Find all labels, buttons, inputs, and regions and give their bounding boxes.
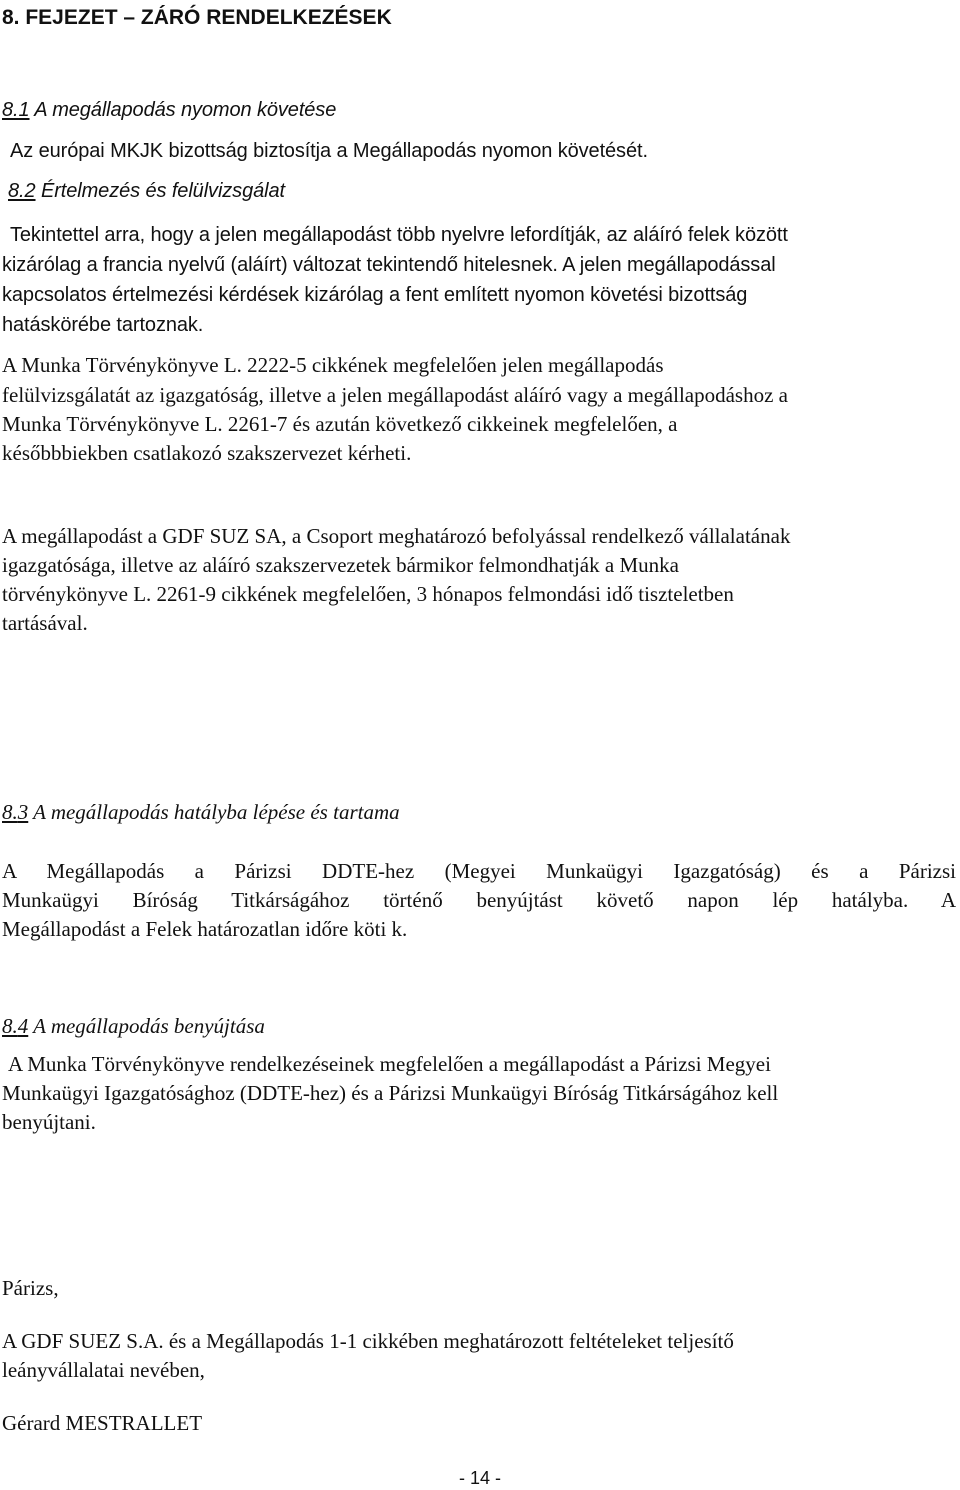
paragraph-line: hatáskörébe tartoznak. [2,314,204,336]
paragraph-line: Tekintettel arra, hogy a jelen megállapodást több nyelvre lefordítják, az aláíró felek között [10,224,788,246]
paragraph-line: felülvizsgálatát az igazgatóság, illetve a jelen megállapodást aláíró vagy a megállapodáshoz a [2,383,788,407]
paragraph-line: kizárólag a francia nyelvű (aláírt) változat tekintendő hitelesnek. A jelen megállapodással [2,254,776,276]
paragraph-line: Munka Törvénykönyve L. 2261-7 és azután következő cikkeinek megfelelően, a [2,412,678,436]
section-8-3-heading [2,800,400,825]
section-8-4-heading [2,1014,265,1039]
paragraph-line: benyújtani. [2,1110,96,1134]
section-title: Értelmezés és felülvizsgálat [40,180,285,202]
paragraph-line: Munkaügyi Igazgatósághoz (DDTE-hez) és a Párizsi Munkaügyi Bíróság Titkárságához kell [2,1081,779,1105]
section-number: 8.2 [8,180,36,202]
page-number: - 14 - [458,1468,501,1488]
section-title: A megállapodás nyomon követése [34,99,337,121]
paragraph-line: tartásával. [2,611,88,635]
paragraph-line: Megállapodást a Felek határozatlan időre köti k. [2,917,408,941]
closing-place: Párizs, [2,1276,59,1300]
paragraph-line: későbbbiekben csatlakozó szakszervezet kérheti. [2,441,412,465]
paragraph-line: törvénykönyve L. 2261-9 cikkének megfelelően, 3 hónapos felmondási idő tiszteletben [2,582,734,606]
section-number: 8.3 [2,800,29,824]
paragraph-line: A Munka Törvénykönyve rendelkezéseinek megfelelően a megállapodást a Párizsi Megyei [8,1052,771,1076]
closing-line: leányvállalatai nevében, [2,1358,205,1382]
signatory-name: Gérard MESTRALLET [2,1411,203,1435]
chapter-title: 8. FEJEZET – ZÁRÓ RENDELKEZÉSEK [2,6,392,29]
section-8-2-heading [8,180,285,203]
paragraph-line: kapcsolatos értelmezési kérdések kizárólag a fent említett nyomon követési bizottság [2,284,748,306]
paragraph-line: igazgatósága, illetve az aláíró szakszervezetek bármikor felmondhatják a Munka [2,553,679,577]
paragraph-line: Az európai MKJK bizottság biztosítja a Megállapodás nyomon követését. [10,140,648,162]
section-8-1-heading [2,99,336,122]
section-title: A megállapodás hatályba lépése és tartama [33,800,400,824]
paragraph-line: A Munka Törvénykönyve L. 2222-5 cikkének megfelelően jelen megállapodás [2,353,664,377]
section-number: 8.4 [2,1014,29,1038]
paragraph-line: A Megállapodás a Párizsi DDTE-hez (Megyei Munkaügyi Igazgatóság) és a Párizsi [2,859,956,883]
paragraph-line: A megállapodást a GDF SUZ SA, a Csoport meghatározó befolyással rendelkező vállalatának [2,524,791,548]
closing-line: A GDF SUEZ S.A. és a Megállapodás 1-1 cikkében meghatározott feltételeket teljesítő [2,1329,734,1353]
section-number: 8.1 [2,99,30,121]
section-title: A megállapodás benyújtása [33,1014,265,1038]
paragraph-line: Munkaügyi Bíróság Titkárságához történő benyújtást követő napon lép hatályba. A [2,888,956,912]
